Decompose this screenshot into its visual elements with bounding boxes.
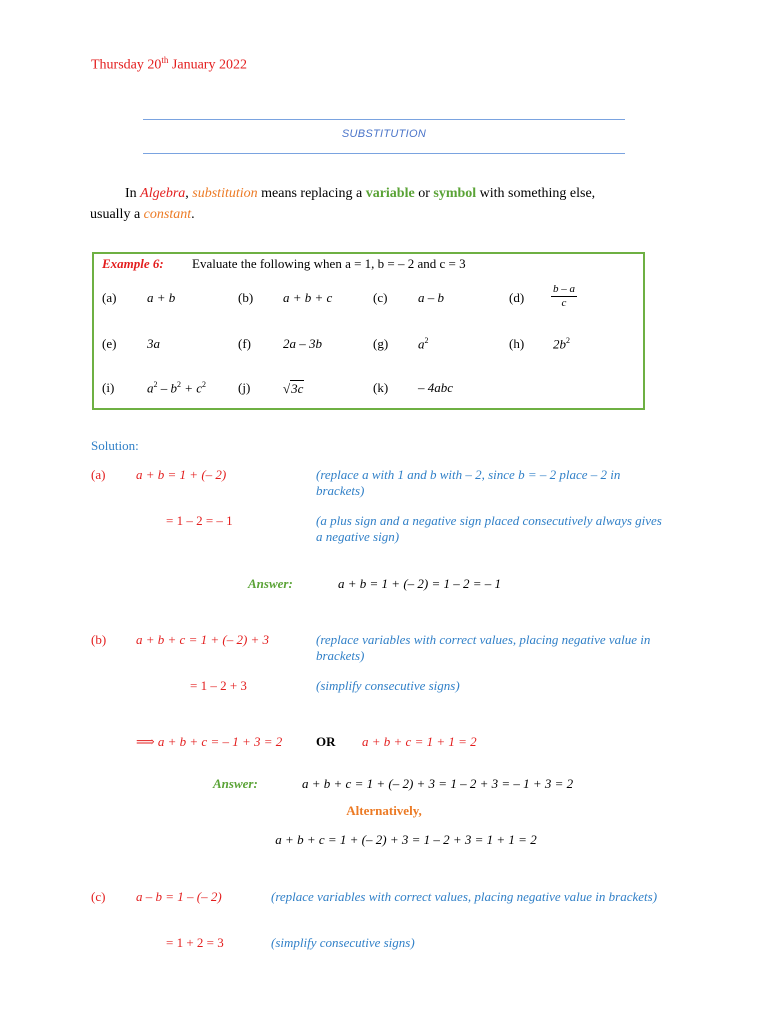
- part-c-note1: (replace variables with correct values, placing negative value in brackets): [271, 889, 658, 904]
- part-a-answer-label: Answer:: [248, 576, 293, 591]
- part-b-step3-text: a + b + c = – 1 + 3 = 2: [154, 734, 283, 749]
- date-day: Thursday 20: [91, 57, 162, 73]
- part-c-label: (c): [91, 889, 106, 904]
- heading-rule-top: [143, 119, 625, 120]
- intro-text: ,: [185, 186, 193, 201]
- power-exponent: 2: [566, 336, 570, 345]
- intro-text: In: [125, 186, 141, 201]
- sqrt-sign: √: [283, 381, 291, 396]
- part-b-note1: (replace variables with correct values, placing negative value in brackets): [316, 632, 651, 663]
- item-label: (h): [509, 336, 525, 351]
- example-label: Example 6:: [102, 256, 164, 271]
- alternatively-label: Alternatively,: [346, 803, 422, 818]
- part-b-step1: a + b + c = 1 + (– 2) + 3: [136, 632, 270, 647]
- item-expression: [283, 380, 304, 397]
- item-expression: 2a – 3b: [283, 336, 322, 351]
- term-symbol: symbol: [433, 186, 477, 201]
- sqrt-radicand: 3c: [291, 381, 304, 396]
- part-c-step1: a – b = 1 – (– 2): [136, 889, 222, 904]
- fraction-denominator: c: [561, 297, 567, 309]
- term: + c: [181, 380, 203, 396]
- term-constant: constant: [143, 207, 192, 222]
- term-algebra: Algebra: [140, 186, 186, 201]
- power-base: 2b: [553, 336, 566, 352]
- date-line: [91, 55, 247, 74]
- item-label: (f): [238, 336, 251, 351]
- part-b-alternative: a + b + c = 1 + (– 2) + 3 = 1 – 2 + 3 = 1 + 1 = 2: [275, 832, 537, 847]
- item-label: (k): [373, 380, 389, 395]
- date-suffix: th: [161, 55, 169, 65]
- part-a-note2: (a plus sign and a negative sign placed consecutively always gives a negative sign): [316, 513, 662, 544]
- item-expression: [553, 336, 570, 352]
- item-label: (e): [102, 336, 117, 351]
- item-fraction: [551, 283, 577, 311]
- intro-paragraph: [90, 183, 650, 225]
- part-a-label: (a): [91, 467, 106, 482]
- part-b-step2: = 1 – 2 + 3: [190, 678, 247, 693]
- power-exponent: 2: [202, 380, 207, 389]
- power-exponent: 2: [153, 380, 158, 389]
- part-c-step2: = 1 + 2 = 3: [166, 935, 224, 950]
- intro-text: .: [191, 207, 195, 222]
- item-label: (a): [102, 290, 117, 305]
- term: a: [147, 380, 154, 396]
- implies-arrow: ⟹: [136, 734, 155, 749]
- item-label: (g): [373, 336, 389, 351]
- item-expression: [147, 380, 206, 396]
- part-c-note2: (simplify consecutive signs): [271, 935, 415, 950]
- part-b-answer: a + b + c = 1 + (– 2) + 3 = 1 – 2 + 3 = – 1 + 3 = 2: [302, 776, 574, 791]
- item-label: (i): [102, 380, 115, 395]
- page-title: SUBSTITUTION: [341, 128, 427, 140]
- term-variable: variable: [365, 186, 415, 201]
- part-a-note1: (replace a with 1 and b with – 2, since b = – 2 place – 2 in brackets): [316, 467, 621, 498]
- item-label: (b): [238, 290, 254, 305]
- example-prompt: Evaluate the following when a = 1, b = – 2 and c = 3: [192, 256, 466, 271]
- power-exponent: 2: [424, 336, 429, 345]
- item-expression: a + b + c: [283, 290, 333, 305]
- part-b-note2: (simplify consecutive signs): [316, 678, 460, 693]
- heading-rule-bottom: [143, 153, 625, 154]
- intro-text: with something else,: [476, 186, 596, 201]
- or-label: OR: [316, 734, 336, 749]
- item-expression: a + b: [147, 290, 176, 305]
- part-a-step2: = 1 – 2 = – 1: [166, 513, 233, 528]
- term-substitution: substitution: [192, 186, 258, 201]
- item-label: (d): [509, 290, 525, 305]
- part-b-answer-label: Answer:: [213, 776, 258, 791]
- part-b-step3: [136, 734, 282, 750]
- item-expression: a – b: [418, 290, 444, 305]
- intro-text: or: [414, 186, 434, 201]
- intro-text: usually a: [90, 207, 144, 222]
- power-base: a: [418, 336, 425, 352]
- part-b-step4: a + b + c = 1 + 1 = 2: [362, 734, 477, 749]
- power-exponent: 2: [177, 380, 181, 389]
- term: – b: [157, 380, 177, 396]
- part-b-label: (b): [91, 632, 107, 647]
- part-a-answer: a + b = 1 + (– 2) = 1 – 2 = – 1: [338, 576, 502, 591]
- item-label: (j): [238, 380, 251, 395]
- item-expression: [418, 336, 429, 352]
- item-expression: 3a: [147, 336, 160, 351]
- item-expression: – 4abc: [418, 380, 454, 395]
- fraction-numerator: b – a: [553, 283, 575, 295]
- date-rest: January 2022: [168, 57, 247, 73]
- solution-title: Solution:: [91, 438, 139, 453]
- part-a-step1: a + b = 1 + (– 2): [136, 467, 227, 482]
- item-label: (c): [373, 290, 388, 305]
- intro-text: means replacing a: [257, 186, 366, 201]
